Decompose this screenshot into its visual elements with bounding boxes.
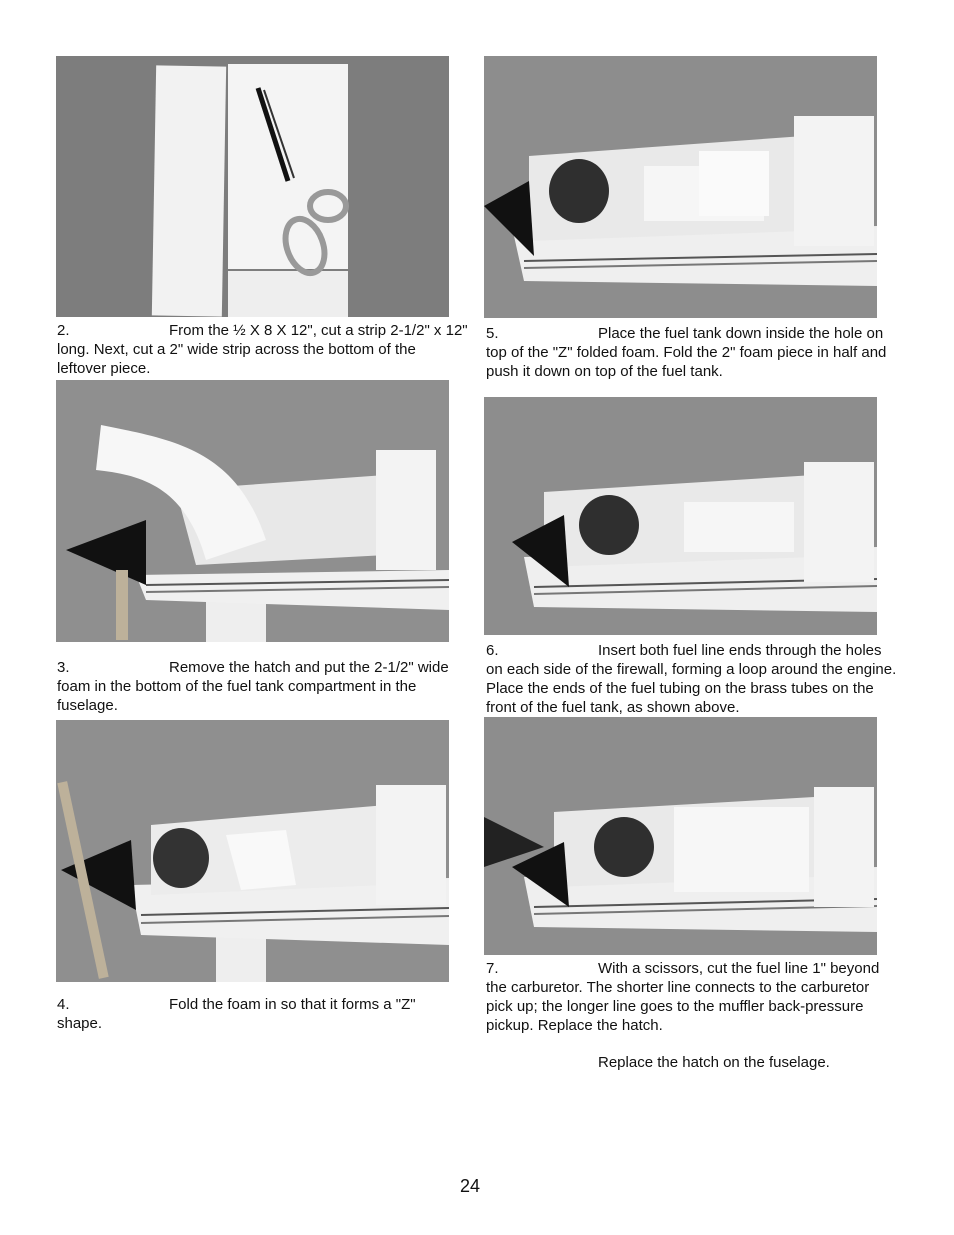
step-caption xyxy=(57,995,457,1033)
extra-note: Replace the hatch on the fuselage. xyxy=(598,1054,830,1071)
step-text: Remove the hatch and put the 2-1/2" wide foam in the bottom of the fuel tank compartment in the fuselage. xyxy=(57,659,449,714)
step-number: 7. xyxy=(486,960,499,977)
photo-fuel-lines-routed xyxy=(484,397,877,635)
page-number: 24 xyxy=(459,1176,481,1196)
step-text: Place the fuel tank down inside the hole on top of the "Z" folded foam. Fold the 2" foam piece in half and push it down on top of the fuel tank. xyxy=(486,325,887,380)
photo-foam-z-fold xyxy=(56,720,449,982)
step-number: 4. xyxy=(57,996,70,1013)
step-number: 3. xyxy=(57,659,70,676)
step-caption xyxy=(57,321,469,378)
step-text: Insert both fuel line ends through the holes on each side of the firewall, forming a loop around the engine. Place the ends of the fuel tubing on the brass tubes on the front of the fuel tank, as shown above. xyxy=(486,642,897,716)
step-caption xyxy=(486,324,898,381)
step-number: 6. xyxy=(486,642,499,659)
step-text: With a scissors, cut the fuel line 1" beyond the carburetor. The shorter line connects to the carburetor pick up; the longer line goes to the muffler back-pressure pickup. Replace the hatch. xyxy=(486,960,880,1034)
photo-fuel-line-cut xyxy=(484,717,877,955)
photo-foam-in-fuselage xyxy=(56,380,449,642)
step-text: From the ½ X 8 X 12", cut a strip 2-1/2" x 12" long. Next, cut a 2" wide strip across the bottom of the leftover piece. xyxy=(57,322,468,377)
photo-foam-cut xyxy=(56,56,449,317)
step-text: Fold the foam in so that it forms a "Z" shape. xyxy=(57,996,416,1032)
step-number: 5. xyxy=(486,325,499,342)
step-caption xyxy=(486,959,898,1035)
photo-fuel-tank-placed xyxy=(484,56,877,318)
step-caption xyxy=(57,658,469,715)
step-caption xyxy=(486,641,898,717)
step-number: 2. xyxy=(57,322,70,339)
